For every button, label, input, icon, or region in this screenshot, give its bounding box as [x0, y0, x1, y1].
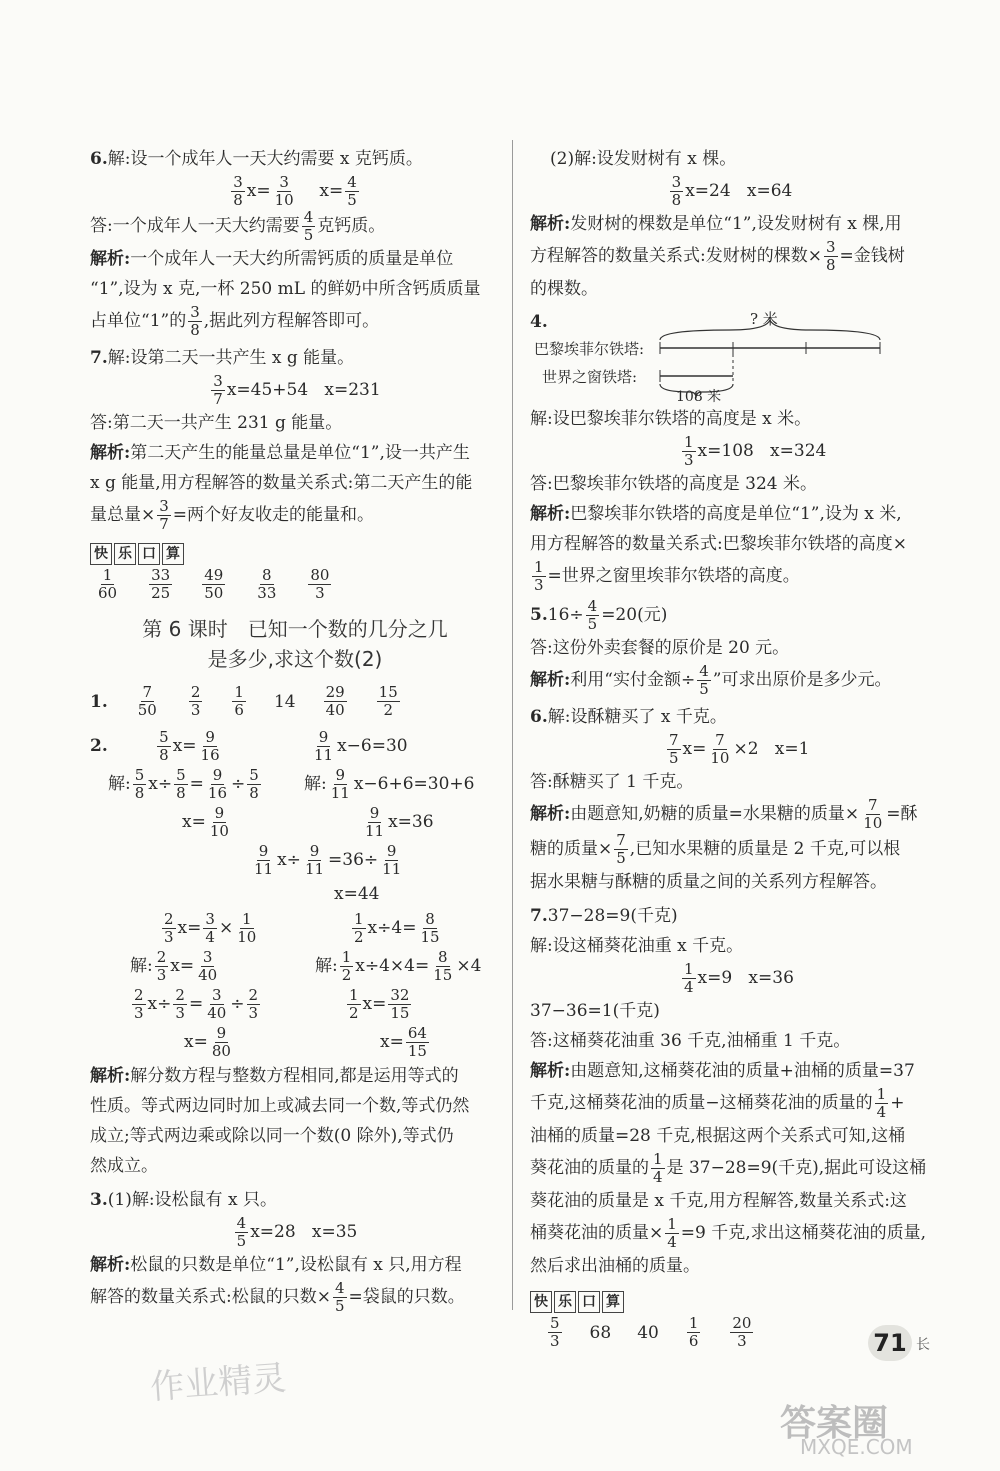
analysis: 解析:巴黎埃菲尔铁塔的高度是单位“1”,设为 x 米, 用方程解答的数量关系式:巴黎埃菲尔铁塔的高度× $\frac{1}{3}$ =世界之窗里埃菲尔铁塔的高度。	[530, 504, 907, 594]
solution-statement: 解:设一个成年人一天大约需要 x 克钙质。	[107, 149, 423, 169]
mental-math-badge: 快 乐 口 算	[530, 1291, 624, 1313]
line-segment-diagram: 4. ? 米 巴黎埃菲尔铁塔: 世界之窗铁塔: 108 米	[530, 308, 930, 404]
solution-statement: 解:设第二天一共产生 x g 能量。	[107, 348, 355, 368]
problem-2: 2. $\frac{5}{8}$ x= $\frac{9}{16}$ $\frac{9}{11}$ x−6=30 解: $\frac{5}{8}$ x÷ $\frac{5}{8}$ = $\frac{9}{16}$ ÷ $\frac{5}{8}$ 解: $\frac{9}{11}$ x−6+6=30+6 x= $\frac{9}{10}$ $\frac{9}{11}$ x=36 $\frac{9}{11}$ x÷ $\frac{9}{11}$ =36÷ $\frac{9}{11}$ x=44 $\frac{2}{3}$ x= $\frac{3}{4}$ × $\frac{1}{10}$ $\frac{1}{2}$ x÷4= $\frac{8}{15}$ 解: $\frac{2}{3}$ x= $\frac{3}{40}$ 解: $\frac{1}{2}$ x÷4×4= $\frac{8}{15}$ ×4 $\frac{2}{3}$ x÷ $\frac{2}{3}$ = $\frac{3}{40}$ ÷ $\frac{2}{3}$ $\frac{1}{2}$ x= $\frac{32}{15}$ x= $\frac{9}{80}$ x= $\frac{64}{15}$ 解析:解分数方程与整数方程相同,都是运用等式的 性质。等式两边同时加上或减去同一个数,等式仍然 成立;等式两边乘或除以同一个数(0 除外),等式仍 然成立。	[90, 727, 500, 1181]
right-column	[530, 140, 930, 1350]
problem-4: 4. ? 米 巴黎埃菲尔铁塔: 世界之窗铁塔: 108 米 解:设巴黎埃菲尔铁塔的高度是 x 米。 $\frac{1}{3}$ x=108 x=324 答:巴黎埃菲尔铁塔的高度是 324 米。 解析:巴黎埃菲尔铁塔的高度是单位“1”,设为 x 米, 用方程解答的数量关系式:巴黎埃菲尔铁塔的高度× $\frac{1}{3}$ =世界之窗里埃菲尔铁塔的高度。	[530, 308, 930, 594]
watermark-logo: 作业精灵	[149, 1358, 288, 1408]
problem-6: 6.解:设酥糖买了 x 千克。 $\frac{7}{5}$ x= $\frac{7}{10}$ ×2 x=1 答:酥糖买了 1 千克。 解析:由题意知,奶糖的质量=水果糖的质量× $\frac{7}{10}$ =酥 糖的质量× $\frac{7}{5}$ ,已知水果糖的质量是 2 千克,可以根 据水果糖与酥糖的质量之间的关系列方程解答。	[530, 702, 930, 897]
equation: $\frac{1}{4}$ x=9 x=36	[684, 960, 794, 996]
diagram-label-window: 世界之窗铁塔:	[542, 368, 638, 386]
answer: 答:一个成年人一天大约需要 $\frac{4}{5}$ 克钙质。	[90, 208, 386, 244]
answer: 答:第二天一共产生 231 g 能量。	[90, 413, 343, 433]
page-side-mark: 长	[916, 1337, 930, 1353]
analysis: 解析:由题意知,奶糖的质量=水果糖的质量× $\frac{7}{10}$ =酥 糖的质量× $\frac{7}{5}$ ,已知水果糖的质量是 2 千克,可以根 据水果糖与酥糖的质量之间的关系列方程解答。	[530, 796, 918, 892]
diagram-question-label: ? 米	[750, 310, 778, 328]
lesson-title: 第 6 课时 已知一个数的几分之几 是多少,求这个数(2)	[142, 617, 448, 671]
analysis: 解析:发财树的棵数是单位“1”,设发财树有 x 棵,用 方程解答的数量关系式:发财树的棵数× $\frac{3}{8}$ =金钱树 的棵数。	[530, 214, 905, 299]
equation: $\frac{7}{5}$ x= $\frac{7}{10}$ ×2 x=1	[669, 731, 810, 767]
column-divider	[512, 140, 513, 1310]
analysis: 解析:一个成年人一天大约所需钙质的质量是单位 “1”,设为 x 克,一杯 250 mL 的鲜奶中所含钙质质量 占单位“1”的 $\frac{3}{8}$ ,据此列方程解答即可。	[90, 249, 481, 339]
mental-math-answers: $\frac{5}{3}$ 68 40 $\frac{1}{6}$ $\frac{20}{3}$	[550, 1314, 752, 1350]
question-number: 6.	[90, 149, 108, 169]
page-number: 71	[868, 1325, 912, 1361]
analysis: 解析:解分数方程与整数方程相同,都是运用等式的 性质。等式两边同时加上或减去同一个数,等式仍然 成立;等式两边乘或除以同一个数(0 除外),等式仍 然成立。	[90, 1066, 470, 1176]
watermark-url: MXQE.COM	[800, 1435, 913, 1459]
watermark-site: 答案圈	[780, 1403, 889, 1444]
problem-3: 3.(1)解:设松鼠有 x 只。 $\frac{4}{5}$ x=28 x=35 解析:松鼠的只数是单位“1”,设松鼠有 x 只,用方程 解答的数量关系式:松鼠的只数× $\frac{4}{5}$ =袋鼠的只数。	[90, 1185, 500, 1315]
equation: $\frac{3}{8}$ x= $\frac{3}{10}$ x= $\frac{4}{5}$	[233, 173, 357, 209]
mental-math-section	[90, 537, 500, 602]
left-column	[90, 140, 500, 1319]
analysis: 解析:由题意知,这桶葵花油的质量+油桶的质量=37 千克,这桶葵花油的质量−这桶葵花油的质量的 $\frac{1}{4}$ + 油桶的质量=28 千克,根据这两个关系式可知,这桶 葵花油的质量的 $\frac{1}{4}$ 是 37−28=9(千克),据此可设这桶 葵花油的质量是 x 千克,用方程解答,数量关系式:这 桶葵花油的质量× $\frac{1}{4}$ =9 千克,求出这桶葵花油的质量, 然后求出油桶的质量。	[530, 1061, 927, 1276]
problem-7: 7.37−28=9(千克) 解:设这桶葵花油重 x 千克。 $\frac{1}{4}$ x=9 x=36 37−36=1(千克) 答:这桶葵花油重 36 千克,油桶重 1 千克。 解析:由题意知,这桶葵花油的质量+油桶的质量=37 千克,这桶葵花油的质量−这桶葵花油的质量的 $\frac{1}{4}$ + 油桶的质量=28 千克,根据这两个关系式可知,这桶 葵花油的质量的 $\frac{1}{4}$ 是 37−28=9(千克),据此可设这桶 葵花油的质量是 x 千克,用方程解答,数量关系式:这 桶葵花油的质量× $\frac{1}{4}$ =9 千克,求出这桶葵花油的质量, 然后求出油桶的质量。	[530, 901, 930, 1281]
diagram-bottom-label: 108 米	[676, 389, 722, 405]
analysis: 解析:松鼠的只数是单位“1”,设松鼠有 x 只,用方程 解答的数量关系式:松鼠的只数× $\frac{4}{5}$ =袋鼠的只数。	[90, 1255, 465, 1315]
equation: $\frac{3}{7}$ x=45+54 x=231	[213, 372, 381, 408]
problem-1: 1. $\frac{7}{50}$ $\frac{2}{3}$ $\frac{1}{6}$ 14 $\frac{29}{40}$ $\frac{15}{2}$	[90, 683, 398, 719]
equation: $\frac{3}{8}$ x=24 x=64	[671, 173, 793, 209]
mental-math-badge: 快 乐 口 算	[90, 543, 184, 565]
equation: $\frac{1}{3}$ x=108 x=324	[684, 433, 827, 469]
analysis: 解析:第二天产生的能量总量是单位“1”,设一共产生 x g 能量,用方程解答的数量关系式:第二天产生的能 量总量× $\frac{3}{7}$ =两个好友收走的能量和。	[90, 443, 473, 533]
diagram-label-eiffel: 巴黎埃菲尔铁塔:	[534, 340, 645, 358]
equation: $\frac{4}{5}$ x=28 x=35	[236, 1214, 358, 1250]
question-7	[90, 343, 500, 533]
problem-3-part-2: (2)解:设发财树有 x 棵。 $\frac{3}{8}$ x=24 x=64 解析:发财树的棵数是单位“1”,设发财树有 x 棵,用 方程解答的数量关系式:发财树的棵数× $\frac{3}{8}$ =金钱树 的棵数。	[530, 144, 930, 304]
mental-math-answers: $\frac{1}{60}$ $\frac{33}{25}$ $\frac{49}{50}$ $\frac{8}{33}$ $\frac{80}{3}$	[98, 566, 330, 602]
problem-5: 5.16÷ $\frac{4}{5}$ =20(元) 答:这份外卖套餐的原价是 20 元。 解析:利用“实付金额÷ $\frac{4}{5}$ ”可求出原价是多少元。	[530, 597, 892, 698]
question-6	[90, 144, 500, 339]
question-number: 7.	[90, 348, 108, 368]
